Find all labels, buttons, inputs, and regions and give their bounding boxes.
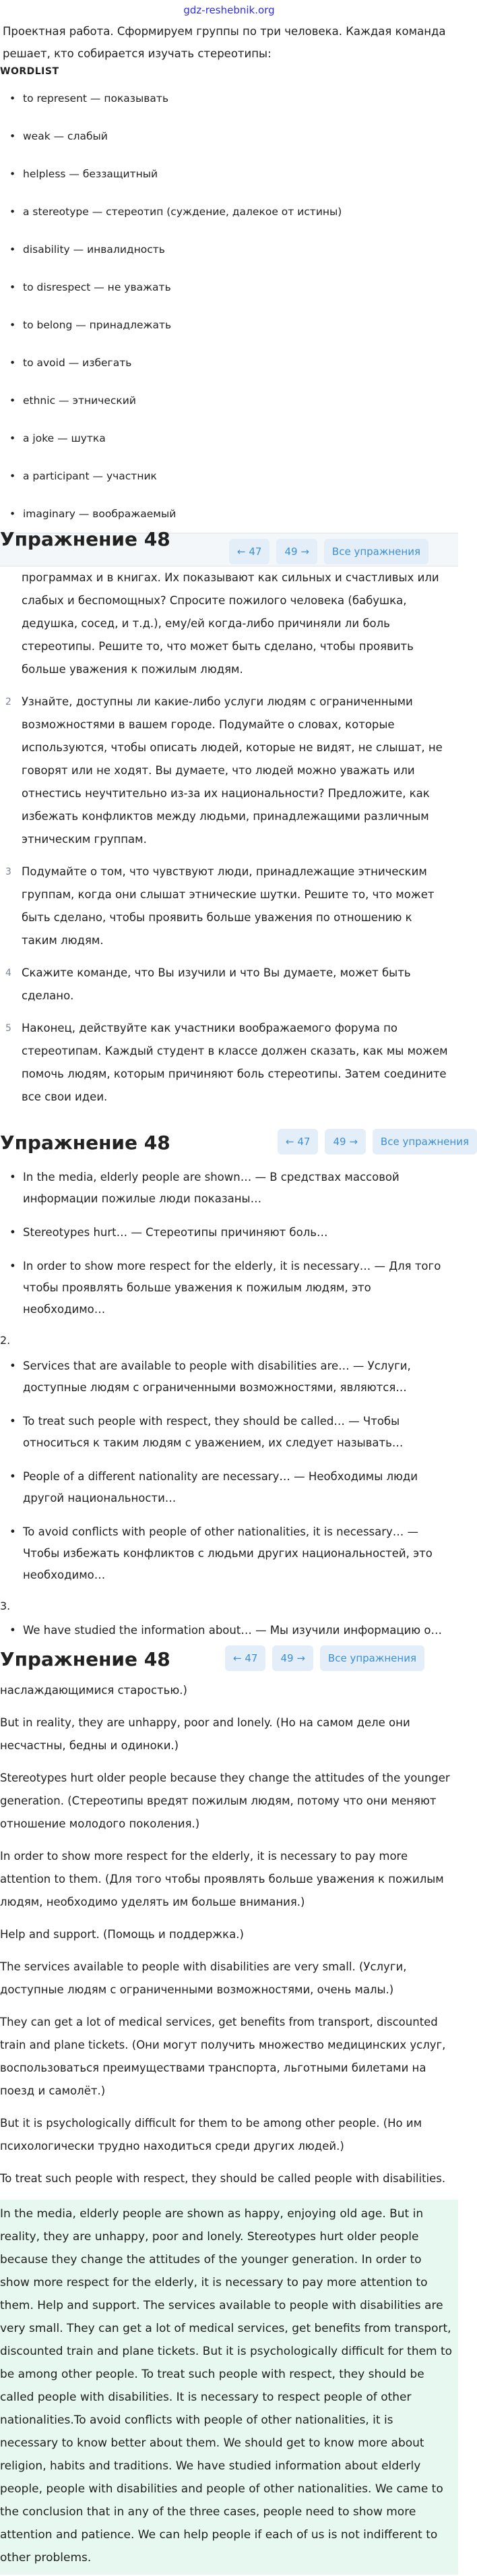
all-exercises-button[interactable]: Все упражнения xyxy=(320,1645,424,1671)
answer-group-3-clip xyxy=(0,1620,458,1639)
task-item xyxy=(5,691,449,851)
exercise-title: Упражнение 48 xyxy=(0,1131,170,1154)
exercise-header xyxy=(0,1639,458,1679)
prev-exercise-button[interactable] xyxy=(225,1645,265,1671)
exercise-nav-bar-partial xyxy=(0,528,458,566)
answer-item: • To treat such people with respect, they should be called… — Чтобы относиться к таким людям с уважением, их следует называть… xyxy=(0,1411,451,1454)
wordlist-item: • a joke — шутка xyxy=(0,419,458,457)
answer-group-2 xyxy=(0,1355,458,1586)
wordlist-item: • to avoid — избегать xyxy=(0,344,458,382)
next-exercise-number: 49 xyxy=(284,546,298,558)
task-item xyxy=(15,566,449,681)
wordlist-item: • to disrespect — не уважать xyxy=(0,268,458,306)
answer-item: • In order to show more respect for the elderly, it is necessary… — Для того чтобы проявлять больше уважения к пожилым людям, это необходимо… xyxy=(0,1256,451,1320)
answer-paragraph: But it is psychologically difficult for them to be among other people. (Но им психологически трудно находиться среди других людей.) xyxy=(0,2117,422,2153)
task-number: 2 xyxy=(5,697,11,707)
next-exercise-button[interactable] xyxy=(272,1645,313,1671)
task-number: 4 xyxy=(5,968,11,978)
answer-group-2-label: 2. xyxy=(0,1334,11,1347)
answer-item: • People of a different nationality are necessary… — Необходимы люди другой национальности… xyxy=(0,1466,451,1509)
wordlist-item: • to represent — показывать xyxy=(0,80,458,117)
prev-exercise-button[interactable] xyxy=(229,539,269,564)
answer-item: • Services that are available to people with disabilities are… — Услуги, доступные людям с ограниченными возможностями, являются… xyxy=(0,1355,451,1399)
task-item xyxy=(5,860,449,952)
prev-exercise-number: 47 xyxy=(245,1652,258,1664)
task-text: Скажите команде, что Вы изучили и что Вы думаете, может быть сделано. xyxy=(22,966,411,1002)
task-item xyxy=(5,1017,449,1109)
wordlist xyxy=(0,80,458,533)
answer-item: • We have studied the information about… — Мы изучили информацию о… xyxy=(0,1620,451,1641)
wordlist-item: • weak — слабый xyxy=(0,117,458,155)
answer-item: • Stereotypes hurt… — Стереотипы причиняют боль… xyxy=(0,1222,451,1243)
wordlist-item: • to belong — принадлежать xyxy=(0,306,458,344)
prev-exercise-number: 47 xyxy=(297,1136,311,1148)
wordlist-item: • a participant — участник xyxy=(0,457,458,495)
exercise-nav xyxy=(278,1129,477,1154)
answer-item: • In the media, elderly people are shown… — В средствах массовой информации пожилые люди показаны… xyxy=(0,1167,451,1210)
site-title[interactable]: gdz-reshebnik.org xyxy=(183,4,275,16)
wordlist-item: • a stereotype — стереотип (суждение, далекое от истины) xyxy=(0,193,458,231)
exercise-nav xyxy=(229,539,428,564)
all-exercises-button[interactable]: Все упражнения xyxy=(373,1129,477,1154)
exercise-title: Упражнение 48 xyxy=(0,1647,170,1670)
next-exercise-number: 49 xyxy=(280,1652,294,1664)
answer-paragraph: наслаждающимися старостью.) xyxy=(0,1684,187,1697)
exercise-header xyxy=(0,1118,469,1167)
next-exercise-button[interactable] xyxy=(325,1129,365,1154)
arrow-right-icon: → xyxy=(296,1652,305,1664)
answer-group-1 xyxy=(0,1167,458,1320)
task-text: программах и в книгах. Их показывают как сильных и счастливых или слабых и беспомощных? Спросите пожилого человека (бабушка, дедушка, сосед, и т.д.), ему/ей когда-либо причиняли ли боль стереотипы. Решите то, что может быть сделано, чтобы проявить больше уважения к пожилым людям. xyxy=(22,571,439,676)
next-exercise-button[interactable] xyxy=(276,539,317,564)
wordlist-title: WORDLIST xyxy=(0,66,59,77)
answer-group-3-label: 3. xyxy=(0,1600,11,1612)
task-number: 5 xyxy=(5,1023,11,1034)
next-exercise-number: 49 xyxy=(333,1136,346,1148)
prev-exercise-button[interactable] xyxy=(278,1129,318,1154)
wordlist-item: • ethnic — этнический xyxy=(0,382,458,419)
arrow-left-icon: ← xyxy=(233,1652,242,1664)
exercise-nav xyxy=(225,1645,424,1671)
wordlist-item: • helpless — беззащитный xyxy=(0,155,458,193)
task-text: Наконец, действуйте как участники воображаемого форума по стереотипам. Каждый студент в классе должен сказать, как мы можем помочь людям, которым причиняют боль стереотипы. Затем соедините все свои идеи. xyxy=(22,1022,448,1103)
final-answer-highlight: In the media, elderly people are shown as happy, enjoying old age. But in reality, they are unhappy, poor and lonely. Stereotypes hurt older people because they change the attitudes of the younger generation. In order to show more respect for the elderly, it is necessary to pay more attention to them. Help and support. The services available to people with disabilities are very small. They can get a lot of medical services, get benefits from transport, discounted train and plane tickets. But it is psychologically difficult for them to be among other people. To treat such people with respect, they should be called people with disabilities. It is necessary to respect people of other nationalities.To avoid conflicts with people of other nationalities, it is necessary to know better about them. We should get to know more about religion, habits and traditions. We have studied information about elderly people, people with disabilities and people of other nationalities. We came to the conclusion that in any of the three cases, people need to show more attention and patience. We can help people if each of us is not indifferent to other problems. xyxy=(0,2200,458,2575)
prev-exercise-number: 47 xyxy=(249,546,262,558)
intro-text: Проектная работа. Сформируем группы по три человека. Каждая команда решает, кто собирается изучать стереотипы: xyxy=(3,25,446,60)
answer-paragraph: Stereotypes hurt older people because they change the attitudes of the younger generation. (Стереотипы вредят пожилым людям, потому что они меняют отношение молодого поколения.) xyxy=(0,1772,450,1830)
answer-paragraph: Help and support. (Помощь и поддержка.) xyxy=(0,1928,244,1941)
arrow-left-icon: ← xyxy=(237,546,246,558)
arrow-right-icon: → xyxy=(300,546,309,558)
answer-paragraph: But in reality, they are unhappy, poor and lonely. (Но на самом деле они несчастны, бедны и одиноки.) xyxy=(0,1716,410,1752)
task-text: Узнайте, доступны ли какие-либо услуги людям с ограниченными возможностями в вашем городе. Подумайте о словах, которые используются, чтобы описать людей, которые не видят, не слышат, не говорят или не ходят. Вы думаете, что людей можно уважать или отнестись неучтительно из-за их национальности? Предложите, как избежать конфликтов между людьми, принадлежащими различным этническим группам. xyxy=(22,695,443,846)
arrow-right-icon: → xyxy=(349,1136,358,1148)
answer-item: • To avoid conflicts with people of other nationalities, it is necessary… — Чтобы избежать конфликтов с людьми других национальностей, это необходимо… xyxy=(0,1521,451,1586)
answer-paragraph: In order to show more respect for the elderly, it is necessary to pay more attention to them. (Для того чтобы проявлять больше уважения к пожилым людям, необходимо уделять им больше внимания.) xyxy=(0,1850,444,1908)
task-number: 3 xyxy=(5,867,11,877)
arrow-left-icon: ← xyxy=(286,1136,294,1148)
wordlist-item: • imaginary — воображаемый xyxy=(0,495,458,533)
all-exercises-button[interactable]: Все упражнения xyxy=(324,539,428,564)
task-list xyxy=(0,566,458,1109)
task-text: Подумайте о том, что чувствуют люди, принадлежащие этническим группам, когда они слышат этнические шутки. Решите то, что может быть сделано, чтобы проявить больше уважения по отношению к таким людям. xyxy=(22,865,435,947)
exercise-title: Упражнение 48 xyxy=(0,528,170,550)
answer-paragraph: The services available to people with disabilities are very small. (Услуги, доступные людям с ограниченными возможностями, очень малы.) xyxy=(0,1960,407,1996)
wordlist-item: • disability — инвалидность xyxy=(0,231,458,268)
answer-paragraph: They can get a lot of medical services, get benefits from transport, discounted train and plane tickets. (Они могут получить множество медицинских услуг, воспользоваться преимуществами транспорта, льготными билетами на поезд и самолёт.) xyxy=(0,2016,446,2097)
answer-paragraph: To treat such people with respect, they should be called people with disabilities. xyxy=(0,2172,446,2185)
task-item xyxy=(5,962,449,1007)
